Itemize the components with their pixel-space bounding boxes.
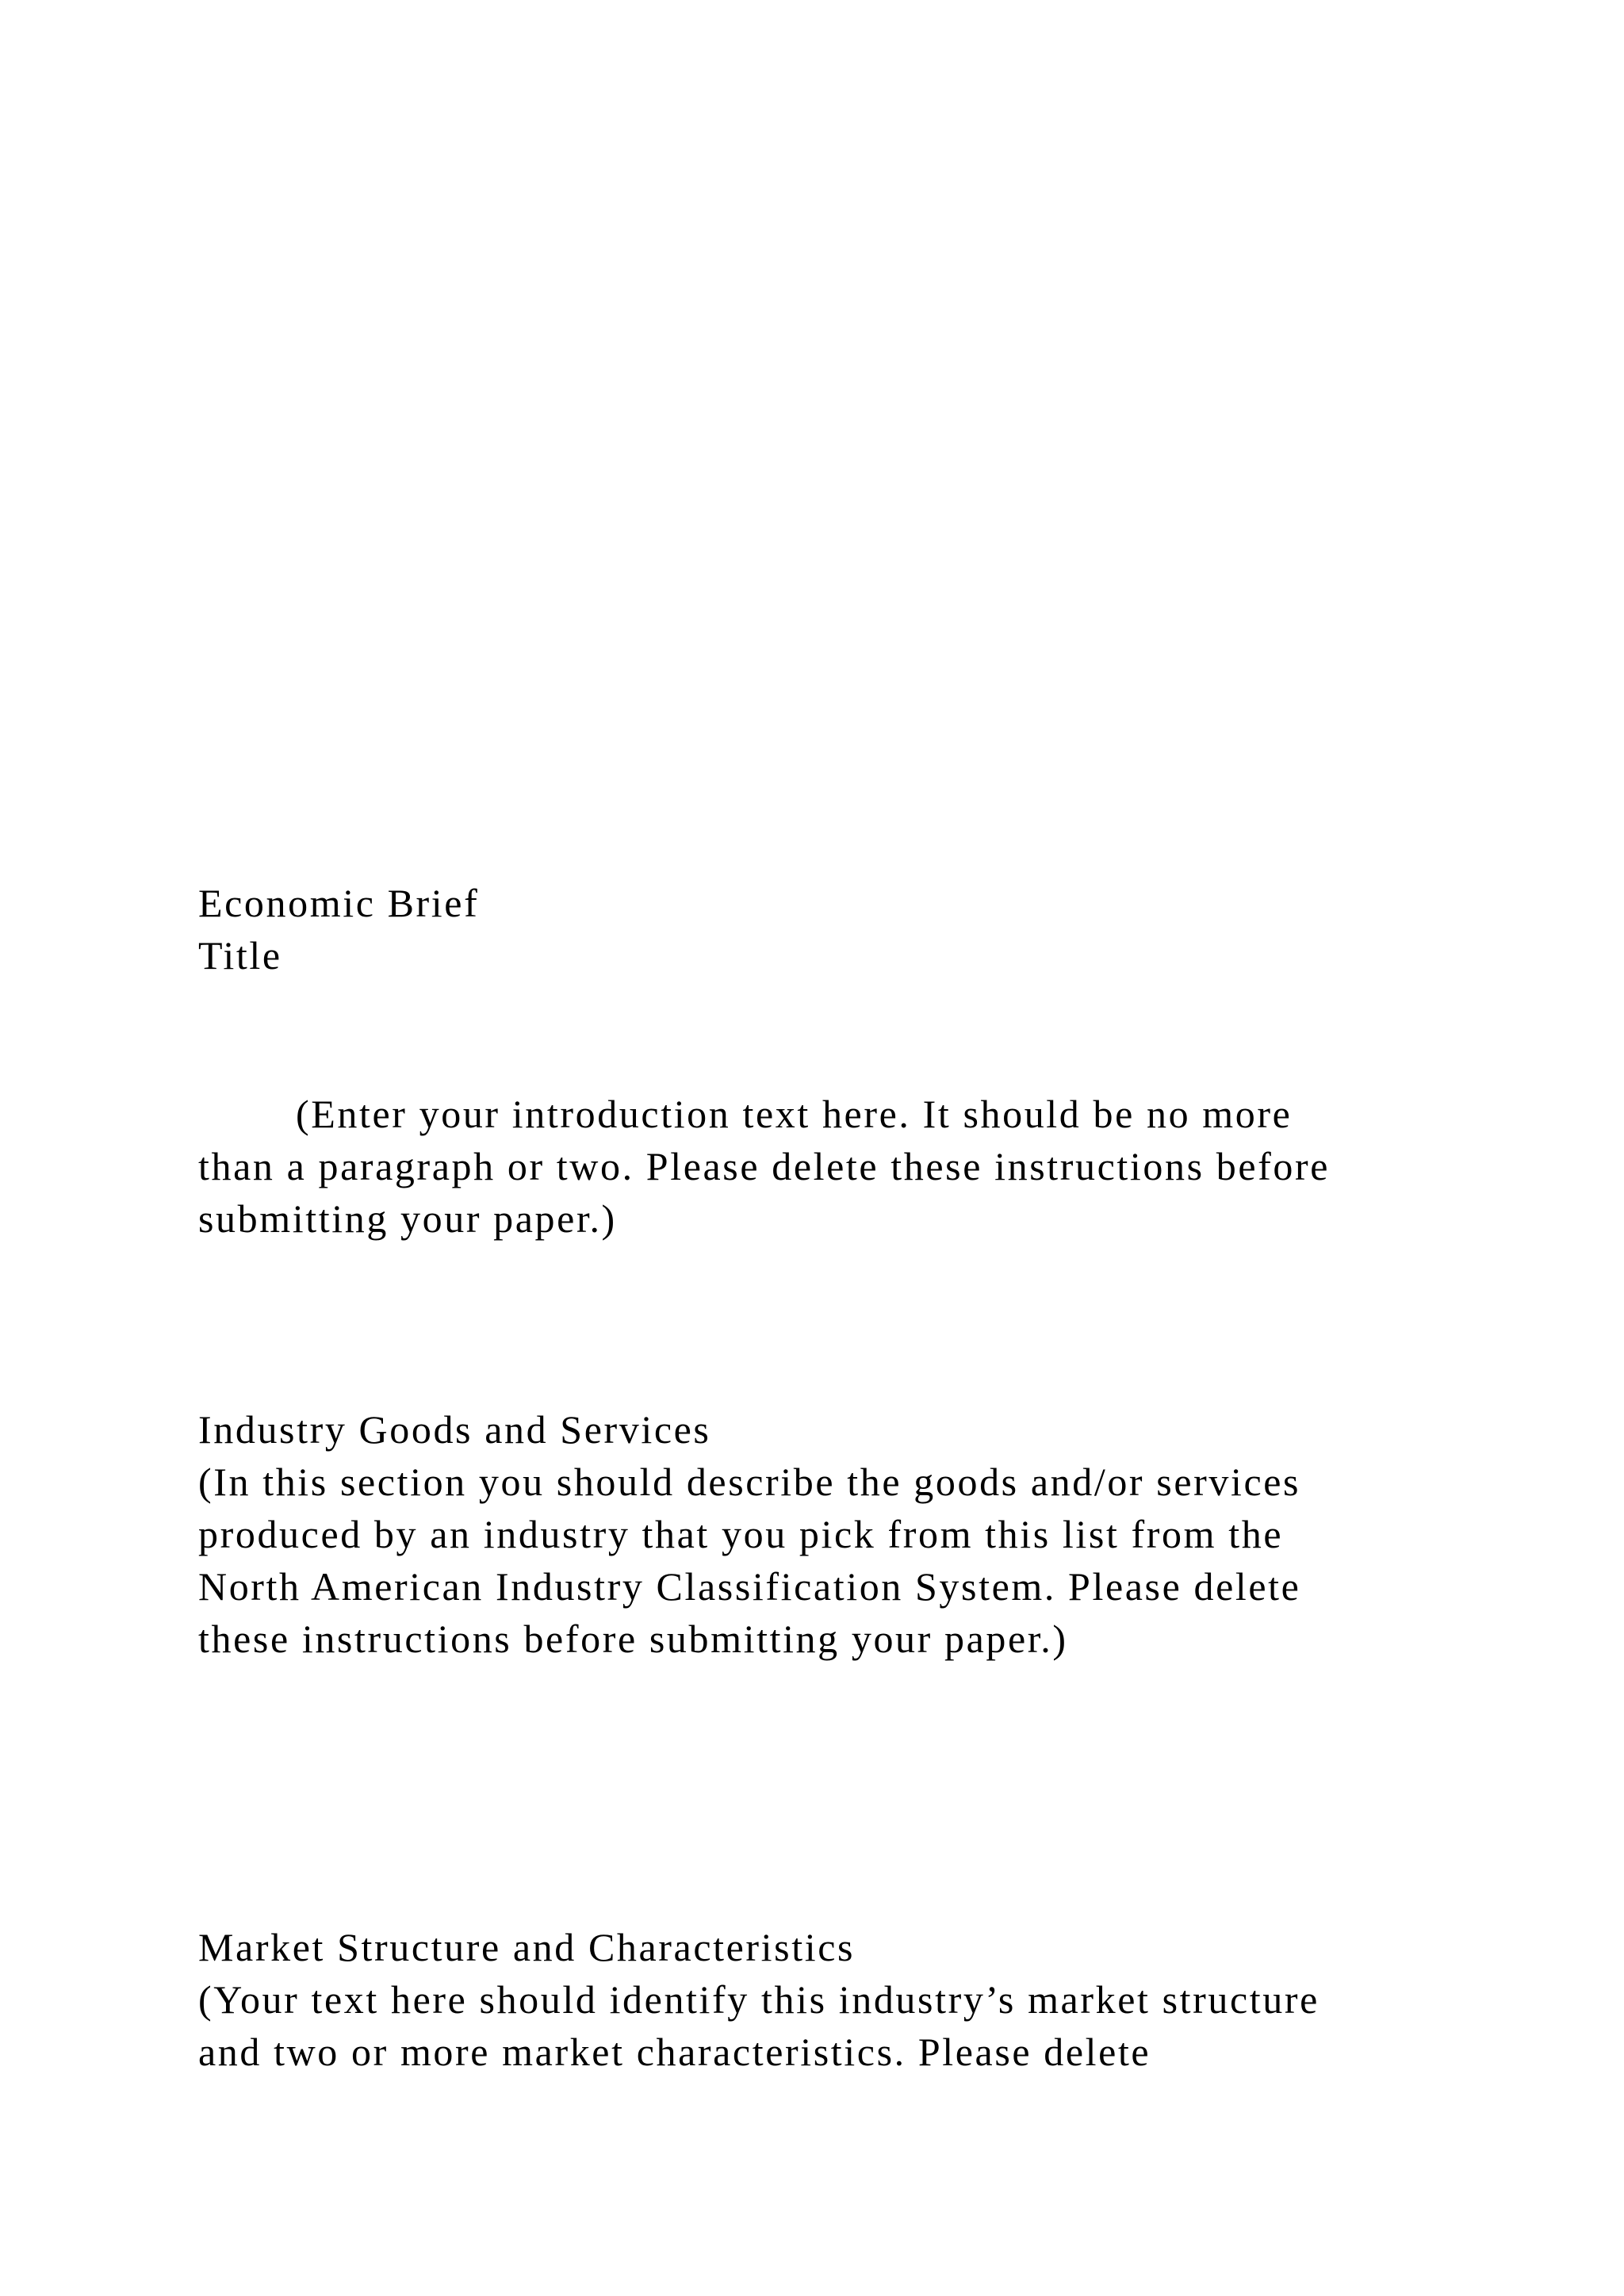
paragraph-line: and two or more market characteristics. Please delete (198, 2030, 1151, 2074)
document-heading: Economic Brief (198, 881, 480, 925)
paragraph-line: produced by an industry that you pick from this list from the (198, 1512, 1284, 1556)
paragraph-line: submitting your paper.) (198, 1196, 617, 1241)
paragraph-line: (Your text here should identify this industry’s market structure (198, 1977, 1320, 2022)
section-heading: Market Structure and Characteristics (198, 1925, 856, 1969)
paragraph-line: these instructions before submitting your paper.) (198, 1617, 1068, 1661)
paragraph-line: (In this section you should describe the goods and/or services (198, 1460, 1301, 1504)
paragraph-line: (Enter your introduction text here. It should be no more (296, 1092, 1293, 1136)
paragraph-line: North American Industry Classification System. Please delete (198, 1564, 1301, 1609)
section-heading: Industry Goods and Services (198, 1407, 711, 1452)
document-title: Title (198, 933, 282, 978)
paragraph-line: than a paragraph or two. Please delete these instructions before (198, 1144, 1331, 1188)
